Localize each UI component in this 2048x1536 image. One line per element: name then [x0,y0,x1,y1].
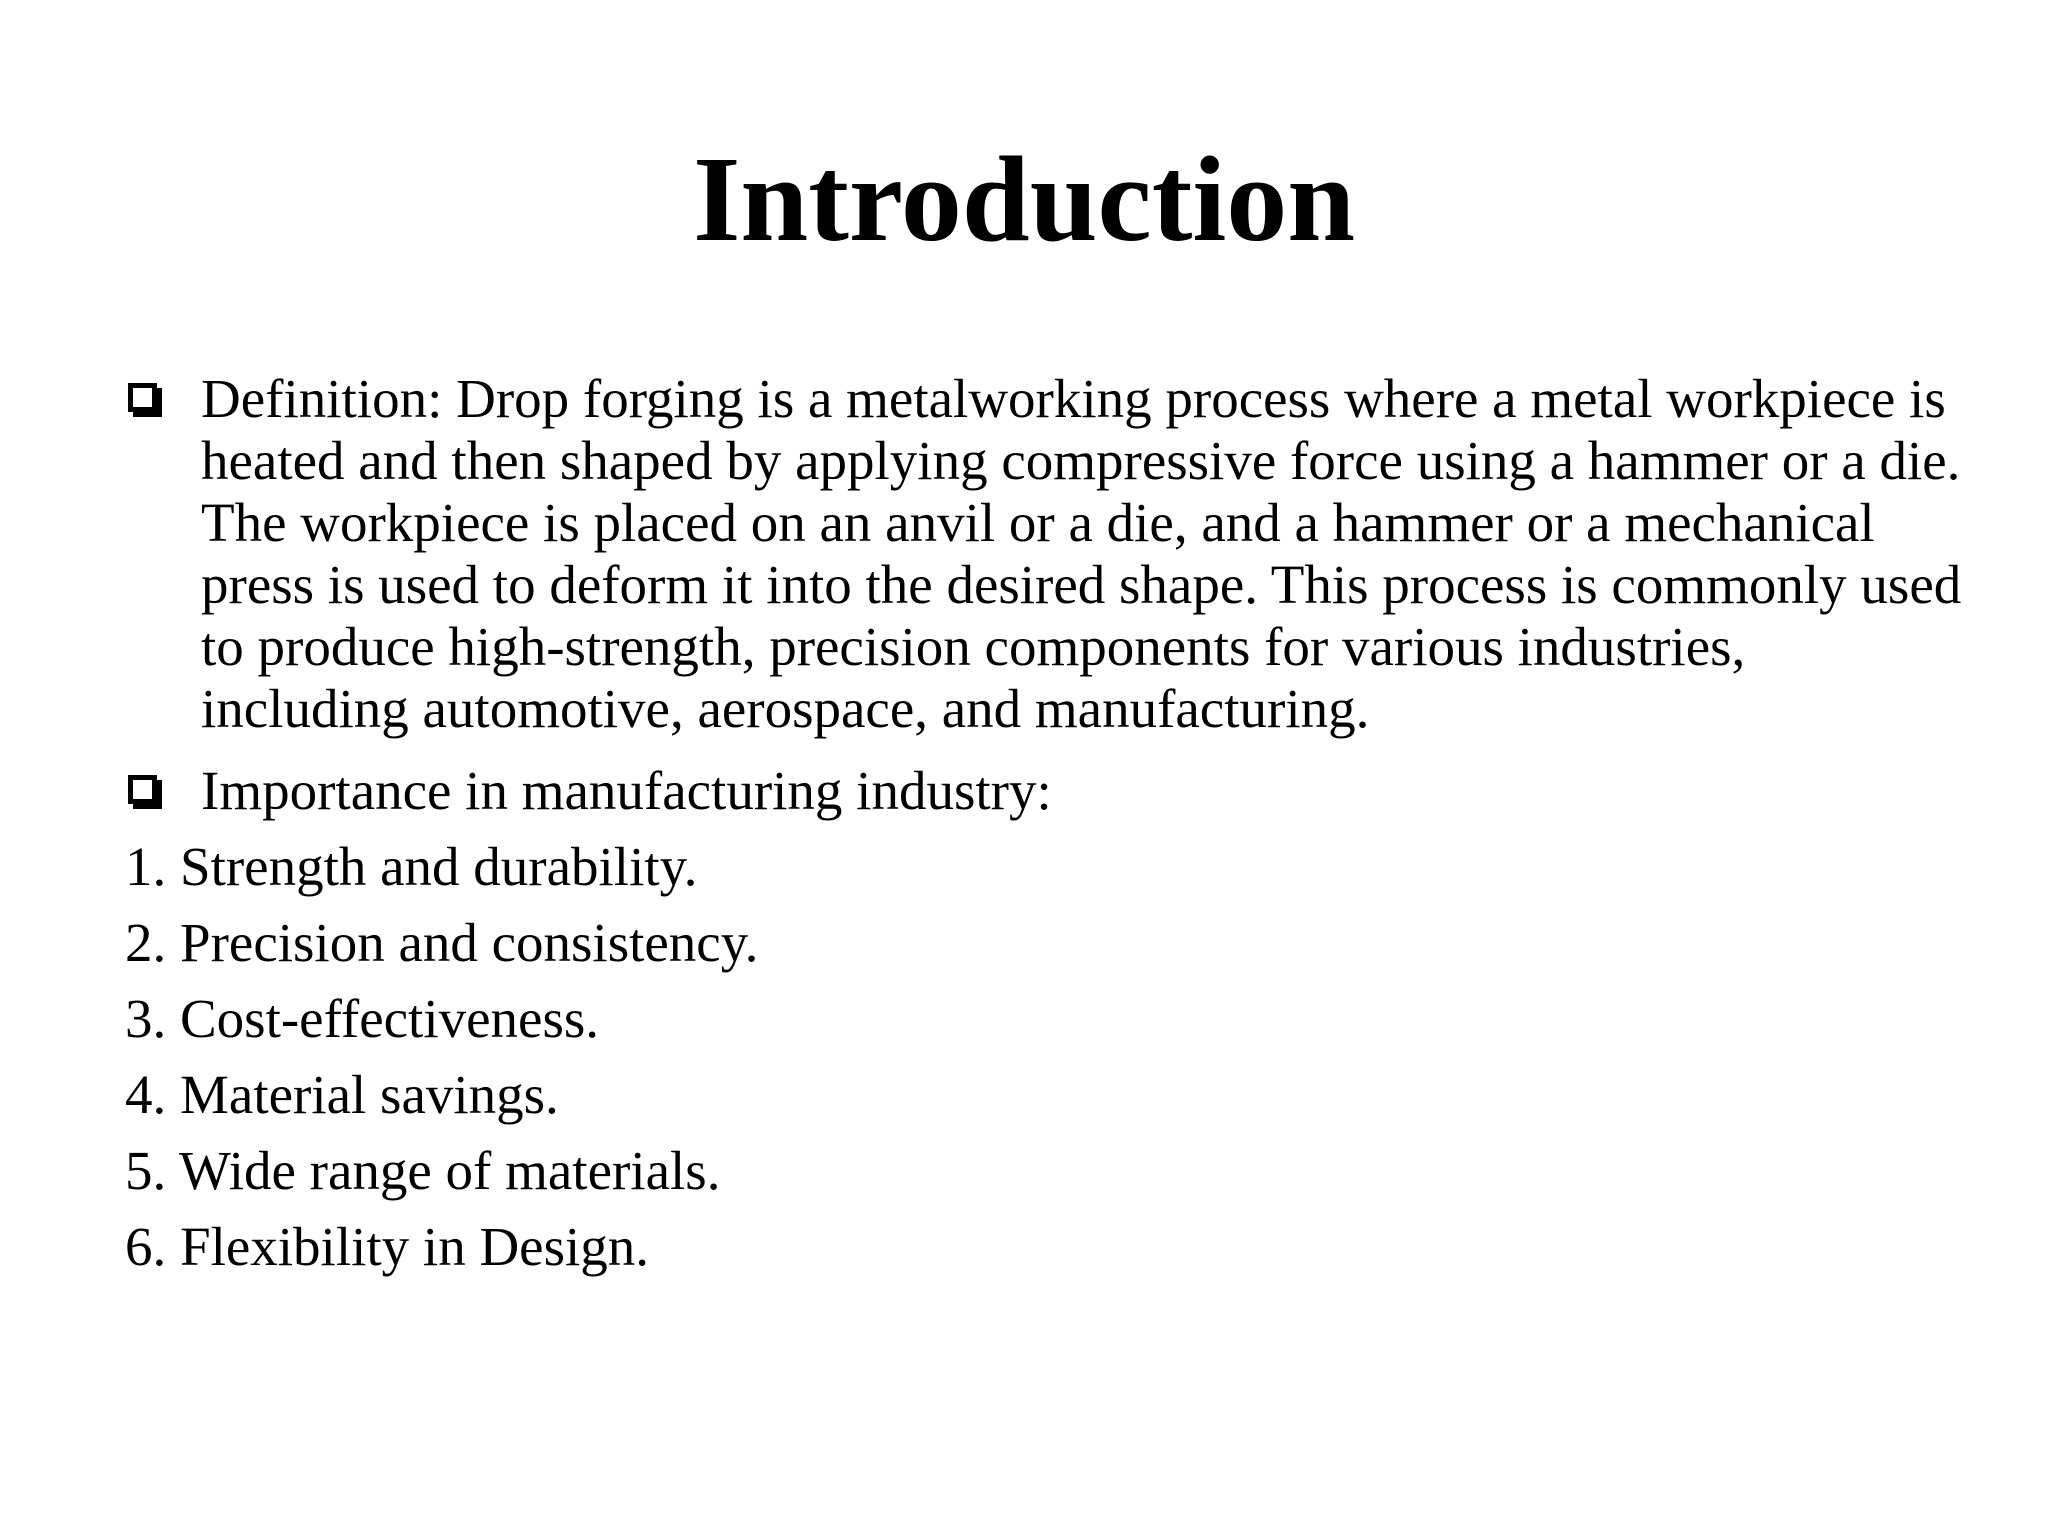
checkbox-square-icon [128,775,157,804]
numbered-item-2 [125,912,1965,974]
numbered-item-text: 2. Precision and consistency. [125,912,759,973]
numbered-item-3 [125,988,1965,1050]
numbered-item-1 [125,836,1965,898]
numbered-item-6 [125,1216,1965,1278]
checkbox-square-icon [128,383,157,412]
numbered-item-5 [125,1140,1965,1202]
slide-body [125,368,1965,1292]
numbered-item-4 [125,1064,1965,1126]
bullet-definition [125,368,1965,740]
bullet-importance [125,760,1965,822]
bullet-importance-text: Importance in manufacturing industry: [201,760,1052,821]
slide-title: Introduction [692,132,1356,267]
numbered-item-text: 3. Cost-effectiveness. [125,988,599,1049]
numbered-item-text: 1. Strength and durability. [125,836,698,897]
bullet-definition-text: Definition: Drop forging is a metalworking process where a metal workpiece is heated and then shaped by applying compressive force using a hammer or a die. The workpiece is placed on an anvil or a die, and a hammer or a mechanical press is used to deform it into the desired shape. This process is commonly used to produce high-strength, precision components for various industries, including automotive, aerospace, and manufacturing. [201,368,1962,739]
numbered-item-text: 5. Wide range of materials. [125,1140,721,1201]
numbered-item-text: 6. Flexibility in Design. [125,1216,650,1277]
numbered-item-text: 4. Material savings. [125,1064,559,1125]
